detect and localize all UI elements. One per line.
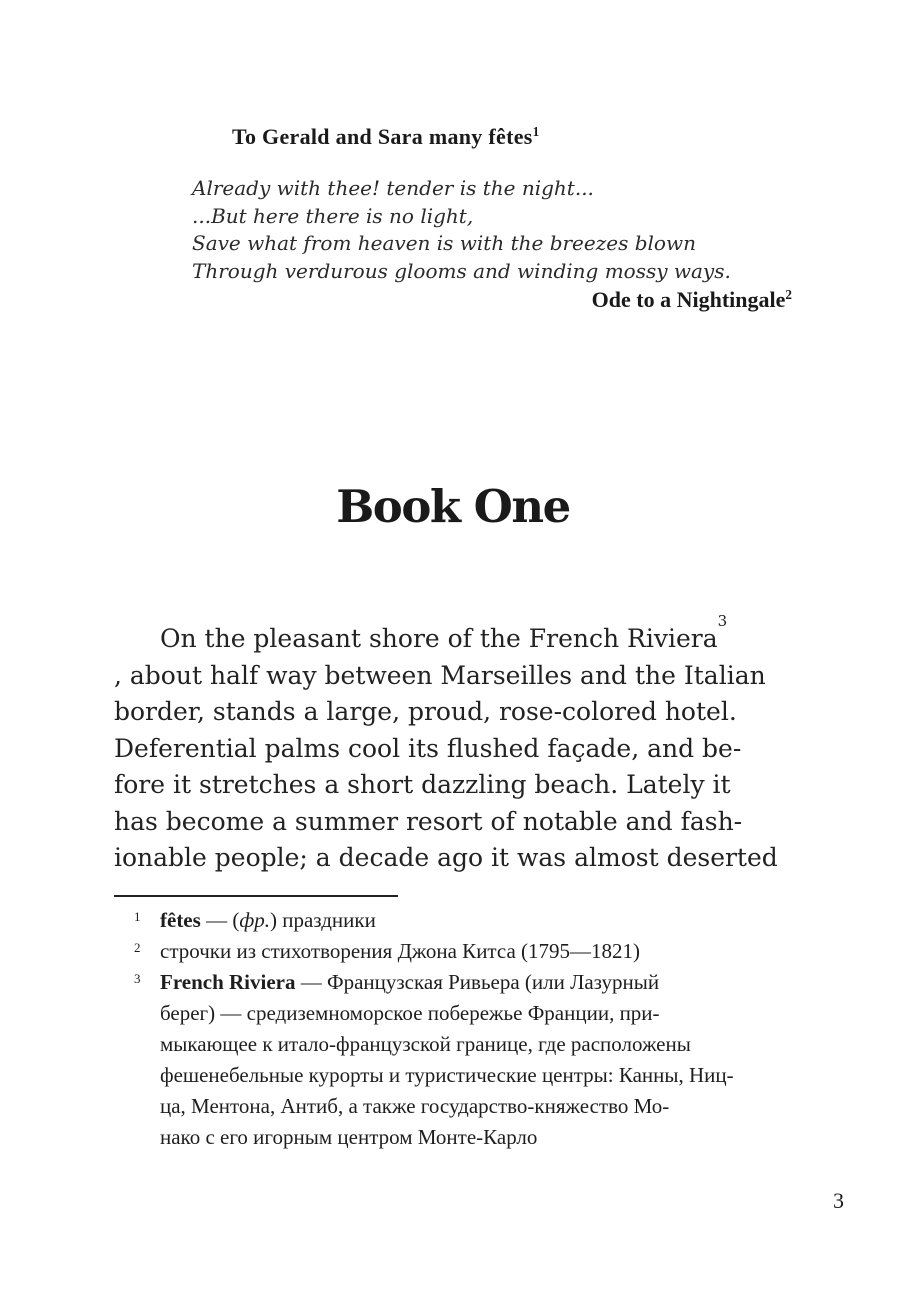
footnote-lang: фр. xyxy=(239,908,270,932)
dedication xyxy=(232,124,540,150)
footnote-1 xyxy=(114,905,794,936)
footnote-line: фешенебельные курорты и туристические центры: Канны, Ниц- xyxy=(160,1063,734,1087)
epigraph xyxy=(192,175,792,285)
epigraph-line: Through verdurous glooms and winding mossy ways. xyxy=(192,258,731,283)
body-line: fore it stretches a short dazzling beach. Lately it xyxy=(114,770,731,799)
epigraph-line: ...But here there is no light, xyxy=(192,203,474,228)
footnote-line: мыкающее к итало-французской границе, где расположены xyxy=(160,1032,691,1056)
dedication-text: To Gerald and Sara many fêtes xyxy=(232,124,533,149)
footnote-number: 3 xyxy=(134,971,141,986)
footnote-text: — Французская Ривьера (или Лазурный xyxy=(295,970,660,994)
footnote-3 xyxy=(114,967,794,998)
footnote-divider xyxy=(114,895,398,897)
page-number: 3 xyxy=(833,1188,844,1213)
footnote-2 xyxy=(114,936,794,967)
footnote-ref-2: 2 xyxy=(785,287,792,303)
footnote-line: ца, Ментона, Антиб, а также государство-княжество Мо- xyxy=(160,1094,670,1118)
epigraph-line: Already with thee! tender is the night... xyxy=(192,176,594,200)
footnotes xyxy=(114,905,794,1153)
body-line: has become a summer resort of notable and fash- xyxy=(114,806,743,836)
footnote-dash: — ( xyxy=(200,908,240,932)
footnote-ref-3: 3 xyxy=(717,612,728,630)
footnote-number: 2 xyxy=(134,940,141,955)
footnote-number: 1 xyxy=(134,909,141,924)
footnote-ref-1: 1 xyxy=(532,124,540,140)
footnote-line xyxy=(160,967,794,998)
footnote-line: строчки из стихотворения Джона Китса (1795—1821) xyxy=(160,939,640,963)
epigraph-source-title: Ode to a Nightingale xyxy=(591,287,786,312)
footnote-3-continued xyxy=(114,998,794,1153)
body-line-text: On the pleasant shore of the French Riviera xyxy=(160,624,718,653)
epigraph-source xyxy=(592,287,792,313)
body-line: ionable people; a decade ago it was almost deserted xyxy=(114,843,778,872)
footnote-line: нако с его игорным центром Монте-Карло xyxy=(160,1125,538,1149)
body-line: Deferential palms cool its flushed façade, and be- xyxy=(114,733,742,763)
book-title: Book One xyxy=(336,480,570,533)
footnote-line xyxy=(160,905,794,936)
body-line xyxy=(114,612,792,658)
body-line: border, stands a large, proud, rose-colored hotel. xyxy=(114,697,737,726)
footnote-line: берег) — средиземноморское побережье Франции, при- xyxy=(160,1001,660,1025)
footnote-term: French Riviera xyxy=(160,970,296,994)
body-line: , about half way between Marseilles and the Italian xyxy=(114,660,766,690)
body-text xyxy=(114,612,792,877)
footnote-term: fêtes xyxy=(160,908,201,932)
footnote-text: ) праздники xyxy=(269,908,376,932)
epigraph-line: Save what from heaven is with the breezes blown xyxy=(192,231,696,255)
